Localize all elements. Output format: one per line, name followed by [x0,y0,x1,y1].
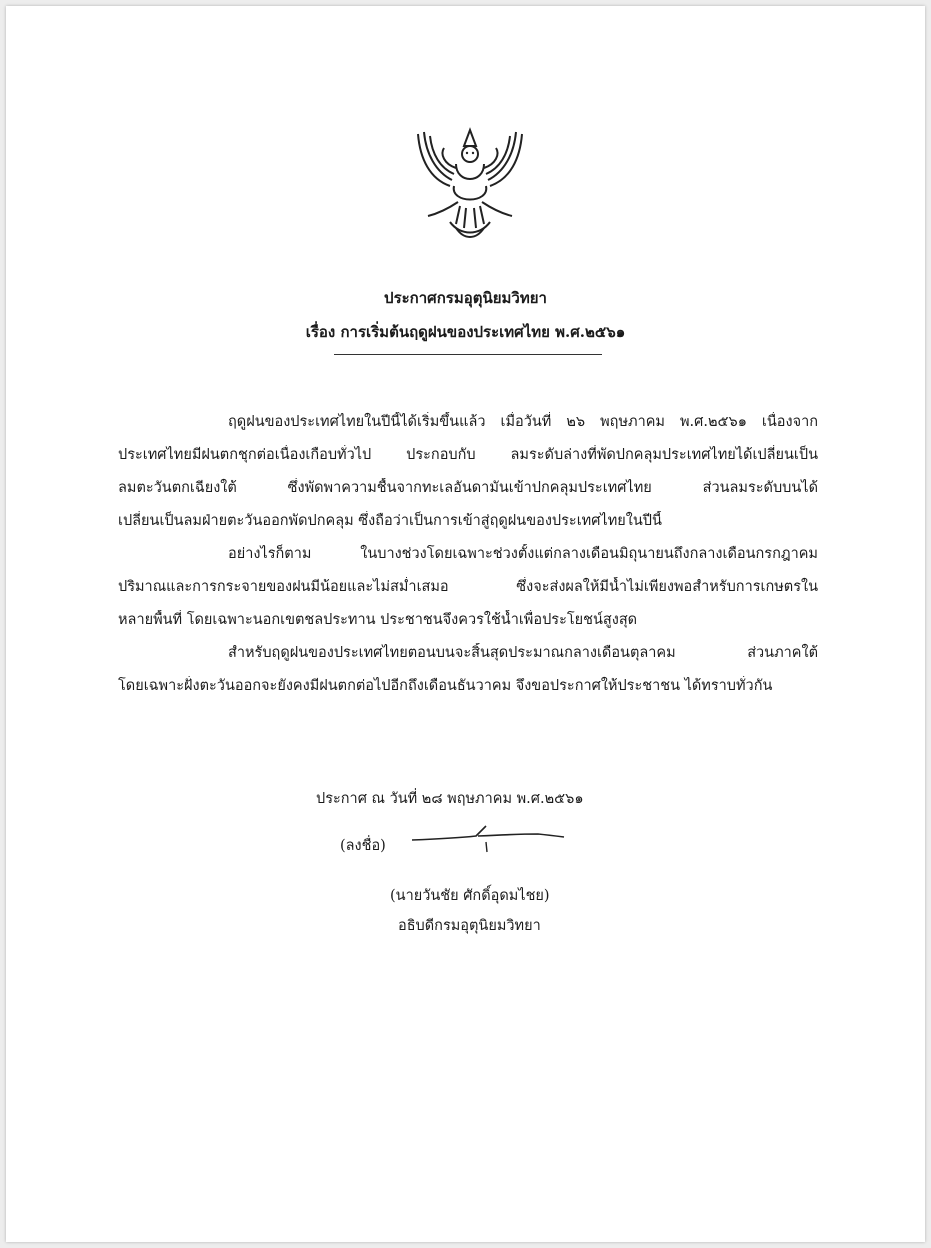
signer-name: (นายวันชัย ศักดิ์อุดมไชย) [390,888,550,904]
title-divider [334,354,602,355]
document-page [6,6,925,1242]
paragraph-2-line-3: หลายพื้นที่ โดยเฉพาะนอกเขตชลประทาน ประชาชนจึงควรใช้น้ำเพื่อประโยชน์สูงสุด [118,612,638,628]
paragraph-2-line-1: อย่างไรก็ตาม ในบางช่วงโดยเฉพาะช่วงตั้งแต่กลางเดือนมิถุนายนถึงกลางเดือนกรกฎาคม [228,546,818,562]
signer-position: อธิบดีกรมอุตุนิยมวิทยา [398,918,541,934]
garuda-emblem-icon [410,124,530,244]
paragraph-2-line-2: ปริมาณและการกระจายของฝนมีน้อยและไม่สม่ำเสมอ ซึ่งจะส่งผลให้มีน้ำไม่เพียงพอสำหรับการเกษตรใน [118,579,818,595]
paragraph-1-line-3: ลมตะวันตกเฉียงใต้ ซึ่งพัดพาความชื้นจากทะเลอันดามันเข้าปกคลุมประเทศไทย ส่วนลมระดับบนได้ [118,480,818,496]
paragraph-1-line-1: ฤดูฝนของประเทศไทยในปีนี้ได้เริ่มขึ้นแล้ว เมื่อวันที่ ๒๖ พฤษภาคม พ.ศ.๒๕๖๑ เนื่องจาก [228,414,818,430]
paragraph-3-line-1: สำหรับฤดูฝนของประเทศไทยตอนบนจะสิ้นสุดประมาณกลางเดือนตุลาคม ส่วนภาคใต้ [228,645,818,661]
paragraph-3-line-2: โดยเฉพาะฝั่งตะวันออกจะยังคงมีฝนตกต่อไปอีกถึงเดือนธันวาคม จึงขอประกาศให้ประชาชน ได้ทราบทั่วกัน [118,678,773,694]
signed-label: (ลงชื่อ) [340,838,386,854]
announcement-date: ประกาศ ณ วันที่ ๒๘ พฤษภาคม พ.ศ.๒๕๖๑ [316,791,584,807]
signature-icon [408,822,568,856]
announcement-subject: เรื่อง การเริ่มต้นฤดูฝนของประเทศไทย พ.ศ.๒๕๖๑ [305,323,626,341]
announcement-title: ประกาศกรมอุตุนิยมวิทยา [384,289,547,307]
paragraph-1-line-2: ประเทศไทยมีฝนตกชุกต่อเนื่องเกือบทั่วไป ประกอบกับ ลมระดับล่างที่พัดปกคลุมประเทศไทยได้เปลี่ยนเป็น [118,447,818,463]
paragraph-1-line-4: เปลี่ยนเป็นลมฝ่ายตะวันออกพัดปกคลุม ซึ่งถือว่าเป็นการเข้าสู่ฤดูฝนของประเทศไทยในปีนี้ [118,513,662,529]
